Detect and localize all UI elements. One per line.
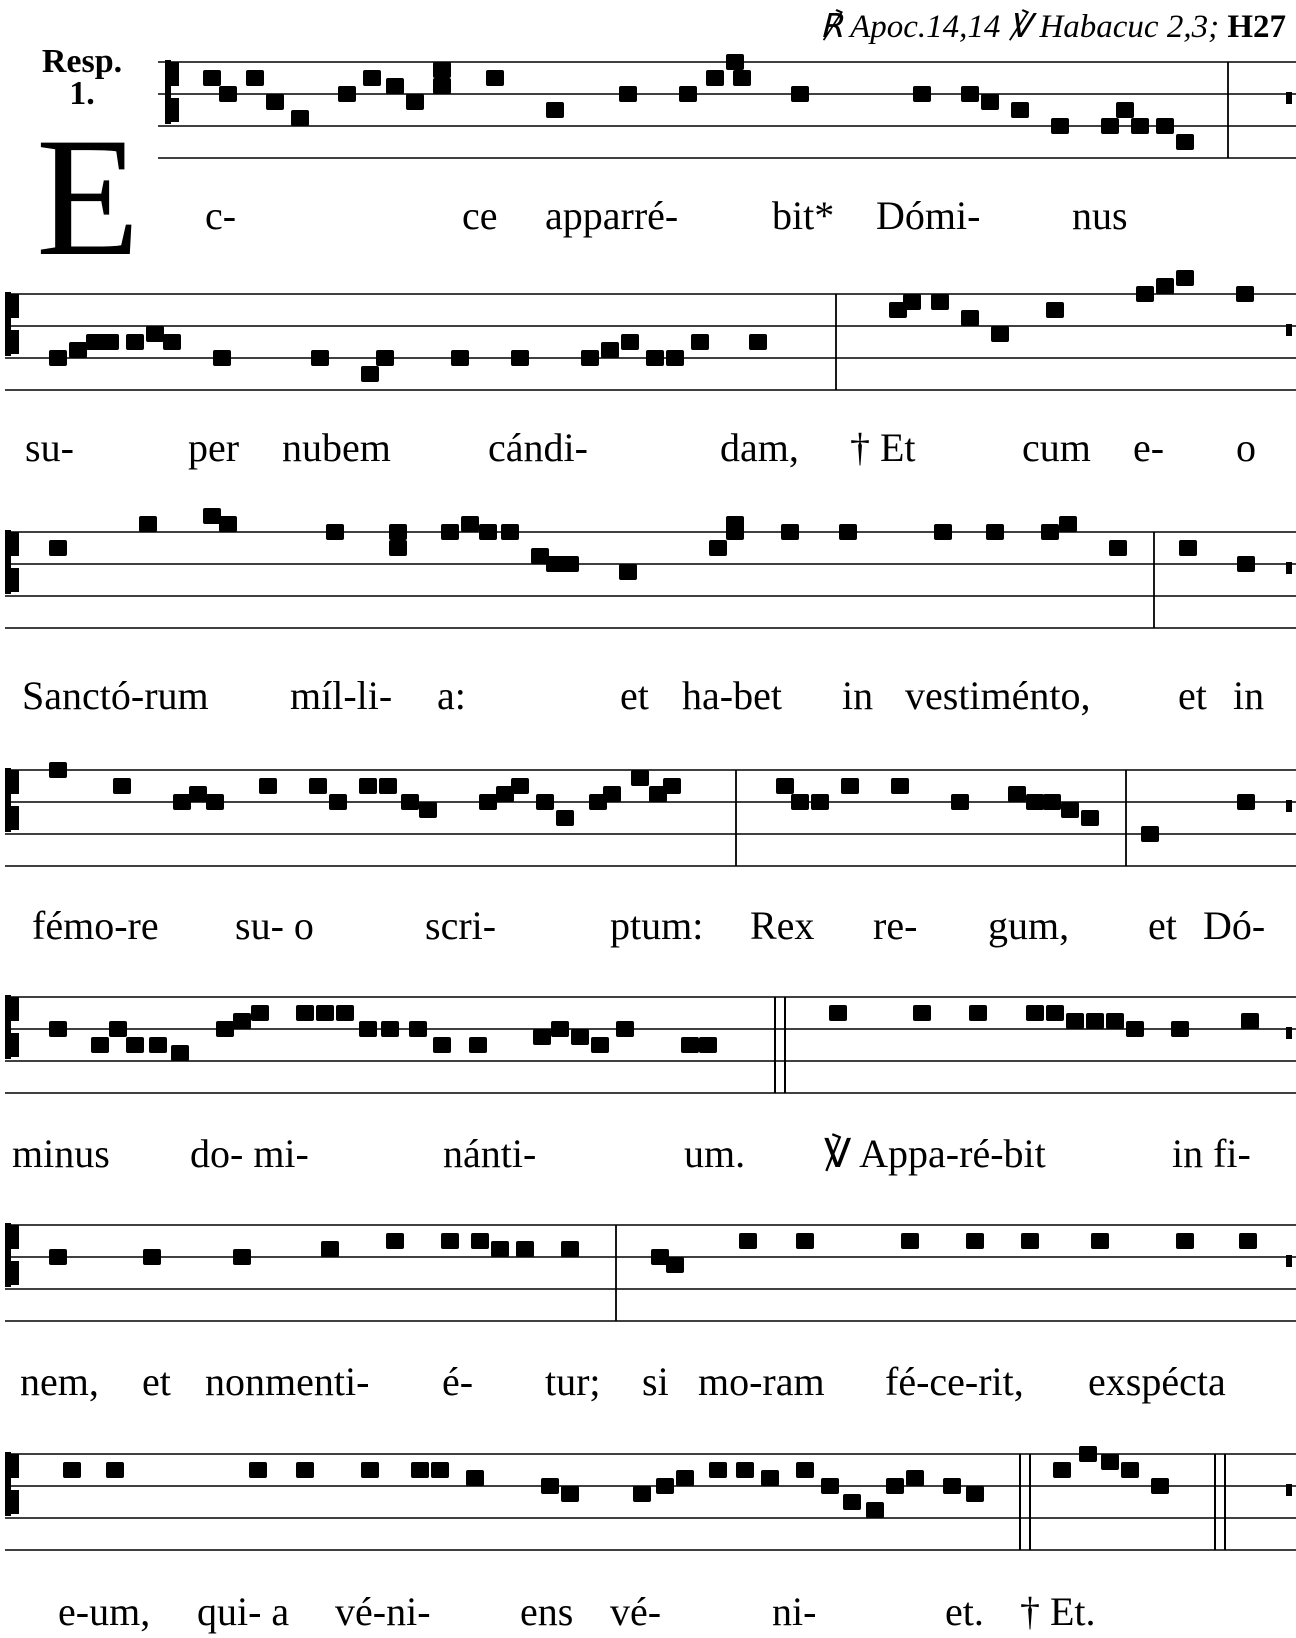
lyric-syllable: nonmenti- xyxy=(205,1359,370,1404)
neume-note xyxy=(49,1021,67,1037)
lyric-syllable: míl-li- xyxy=(290,673,393,718)
neume-note xyxy=(1176,1233,1194,1249)
lyric-syllable: Dómi- xyxy=(876,193,981,238)
neume-note xyxy=(581,350,599,366)
neume-note xyxy=(791,794,809,810)
neume-note xyxy=(1179,540,1197,556)
lyric-syllable: per xyxy=(188,425,240,470)
neume-note xyxy=(951,794,969,810)
neume-note xyxy=(511,778,529,794)
neume-note xyxy=(219,516,237,532)
neume-note xyxy=(411,1462,429,1478)
lyric-syllable: exspécta xyxy=(1088,1359,1226,1404)
neume-note xyxy=(49,762,67,778)
neume-note xyxy=(821,1478,839,1494)
staff xyxy=(0,264,1296,394)
neume-note xyxy=(1046,302,1064,318)
custos xyxy=(1286,1255,1292,1267)
lyric-syllable: vé- xyxy=(610,1589,662,1634)
custos xyxy=(1286,562,1292,574)
neume-note xyxy=(409,1021,427,1037)
neume-note xyxy=(386,1233,404,1249)
neume-note xyxy=(1066,1013,1084,1029)
neume-note xyxy=(1156,118,1174,134)
neume-note xyxy=(386,78,404,94)
neume-note xyxy=(663,778,681,794)
neume-note xyxy=(149,1037,167,1053)
custos xyxy=(1286,92,1292,104)
neume-note xyxy=(469,1037,487,1053)
neume-note xyxy=(49,540,67,556)
lyric-syllable: † Et xyxy=(850,425,916,470)
neume-note xyxy=(101,334,119,350)
lyric-line xyxy=(0,902,1296,950)
neume-note xyxy=(679,86,697,102)
neume-note xyxy=(1241,1013,1259,1029)
neume-note xyxy=(486,70,504,86)
lyric-line xyxy=(0,424,1296,472)
lyric-syllable: ha-bet xyxy=(682,673,782,718)
lyric-syllable: ℣ Appa-ré-bit xyxy=(824,1131,1046,1176)
lyric-syllable: nem, xyxy=(20,1359,99,1404)
lyric-syllable: do- mi- xyxy=(190,1131,309,1176)
neume-note xyxy=(913,86,931,102)
neume-note xyxy=(691,334,709,350)
neume-note xyxy=(171,1045,189,1061)
neume-note xyxy=(213,350,231,366)
lyric-syllable: mo-ram xyxy=(698,1359,825,1404)
neume-note xyxy=(359,778,377,794)
neume-note xyxy=(1121,1462,1139,1478)
neume-note xyxy=(359,1021,377,1037)
lyric-syllable: gum, xyxy=(988,903,1070,948)
neume-note xyxy=(969,1005,987,1021)
lyric-syllable: um. xyxy=(684,1131,746,1176)
neume-note xyxy=(441,524,459,540)
neume-note xyxy=(113,778,131,794)
mode-number: 1. xyxy=(69,75,95,112)
neume-note xyxy=(891,778,909,794)
neume-note xyxy=(901,1233,919,1249)
neume-note xyxy=(843,1494,861,1510)
neume-note xyxy=(49,350,67,366)
lyric-syllable: fémo-re xyxy=(32,903,159,948)
neume-note xyxy=(309,778,327,794)
lyric-syllable: scri- xyxy=(425,903,497,948)
clef-stem xyxy=(5,1223,11,1287)
lyric-line xyxy=(0,1130,1296,1178)
neume-note xyxy=(1101,1454,1119,1470)
neume-note xyxy=(1141,826,1159,842)
lyric-syllable: et xyxy=(1148,903,1177,948)
neume-note xyxy=(986,524,1004,540)
custos xyxy=(1286,1484,1292,1496)
lyric-line xyxy=(0,1588,1296,1636)
staff xyxy=(0,967,1296,1097)
neume-note xyxy=(706,70,724,86)
neume-note xyxy=(389,540,407,556)
neume-note xyxy=(681,1037,699,1053)
neume-note xyxy=(1176,134,1194,150)
neume-note xyxy=(886,1478,904,1494)
neume-note xyxy=(1026,794,1044,810)
neume-note xyxy=(296,1005,314,1021)
neume-note xyxy=(1008,786,1026,802)
neume-note xyxy=(1086,1013,1104,1029)
neume-note xyxy=(666,1257,684,1273)
staff xyxy=(0,32,1296,162)
neume-note xyxy=(363,70,381,86)
neume-note xyxy=(601,342,619,358)
lyric-line xyxy=(0,672,1296,720)
neume-note xyxy=(321,1241,339,1257)
clef-stem xyxy=(5,530,11,594)
neume-note xyxy=(491,1241,509,1257)
lyric-syllable: et xyxy=(1178,673,1207,718)
neume-note xyxy=(913,1005,931,1021)
neume-note xyxy=(1156,278,1174,294)
neume-note xyxy=(903,294,921,310)
neume-note xyxy=(126,334,144,350)
neume-note xyxy=(541,1478,559,1494)
neume-note xyxy=(216,1021,234,1037)
lyric-line xyxy=(0,1358,1296,1406)
lyric-syllable: nánti- xyxy=(443,1131,537,1176)
neume-note xyxy=(1171,1021,1189,1037)
clef-stem xyxy=(5,1452,11,1516)
catalog-code: H27 xyxy=(1227,9,1286,45)
neume-note xyxy=(266,94,284,110)
neume-note xyxy=(479,524,497,540)
neume-note xyxy=(109,1021,127,1037)
neume-note xyxy=(811,794,829,810)
lyric-syllable: vestiménto, xyxy=(905,673,1091,718)
staff xyxy=(0,502,1296,632)
neume-note xyxy=(1046,1005,1064,1021)
neume-note xyxy=(311,350,329,366)
lyric-syllable: e- xyxy=(1133,425,1165,470)
neume-note xyxy=(556,810,574,826)
lyric-syllable: nus xyxy=(1072,193,1128,238)
neume-note xyxy=(431,1462,449,1478)
lyric-syllable: a: xyxy=(437,673,466,718)
neume-note xyxy=(143,1249,161,1265)
neume-note xyxy=(419,802,437,818)
neume-note xyxy=(739,1233,757,1249)
neume-note xyxy=(516,1241,534,1257)
neume-note xyxy=(451,350,469,366)
neume-note xyxy=(203,508,221,524)
neume-note xyxy=(433,62,451,78)
neume-note xyxy=(1059,516,1077,532)
lyric-syllable: cum xyxy=(1022,425,1091,470)
neume-note xyxy=(646,350,664,366)
neume-note xyxy=(1081,810,1099,826)
neume-note xyxy=(981,94,999,110)
neume-note xyxy=(931,294,949,310)
custos xyxy=(1286,324,1292,336)
lyric-syllable: cándi- xyxy=(488,425,588,470)
neume-note xyxy=(246,70,264,86)
neume-note xyxy=(1109,540,1127,556)
neume-note xyxy=(829,1005,847,1021)
neume-note xyxy=(189,786,207,802)
neume-note xyxy=(546,102,564,118)
neume-note xyxy=(203,70,221,86)
clef-stem xyxy=(5,768,11,832)
neume-note xyxy=(139,516,157,532)
neume-note xyxy=(1053,1462,1071,1478)
neume-note xyxy=(656,1478,674,1494)
neume-note xyxy=(1116,102,1134,118)
source-text: ℟ Apoc.14,14 ℣ Habacuc 2,3; xyxy=(819,9,1220,45)
neume-note xyxy=(338,86,356,102)
neume-note xyxy=(1151,1478,1169,1494)
neume-note xyxy=(316,1005,334,1021)
neume-note xyxy=(781,524,799,540)
lyric-syllable: in xyxy=(842,673,874,718)
neume-note xyxy=(461,516,479,532)
neume-note xyxy=(591,1037,609,1053)
neume-note xyxy=(501,524,519,540)
neume-note xyxy=(666,350,684,366)
neume-note xyxy=(406,94,424,110)
lyric-syllable: é- xyxy=(442,1359,474,1404)
neume-note xyxy=(441,1233,459,1249)
neume-note xyxy=(1237,794,1255,810)
neume-note xyxy=(906,1470,924,1486)
neume-note xyxy=(63,1462,81,1478)
neume-note xyxy=(676,1470,694,1486)
neume-note xyxy=(291,110,309,126)
lyric-syllable: in fi- xyxy=(1172,1131,1251,1176)
neume-note xyxy=(761,1470,779,1486)
neume-note xyxy=(91,1037,109,1053)
neume-note xyxy=(839,524,857,540)
neume-note xyxy=(146,326,164,342)
neume-note xyxy=(259,778,277,794)
neume-note xyxy=(536,794,554,810)
lyric-syllable: qui- a xyxy=(197,1589,290,1634)
neume-note xyxy=(329,794,347,810)
staff xyxy=(0,1424,1296,1554)
neume-note xyxy=(561,1241,579,1257)
neume-note xyxy=(551,1021,569,1037)
neume-note xyxy=(619,564,637,580)
neume-note xyxy=(389,524,407,540)
lyric-syllable: Sanctó-rum xyxy=(22,673,209,718)
lyric-syllable: su- o xyxy=(235,903,314,948)
neume-note xyxy=(866,1502,884,1518)
neume-note xyxy=(1091,1233,1109,1249)
neume-note xyxy=(749,334,767,350)
clef-stem xyxy=(165,60,171,124)
neume-note xyxy=(173,794,191,810)
neume-note xyxy=(796,1233,814,1249)
neume-note xyxy=(709,540,727,556)
neume-note xyxy=(561,556,579,572)
lyric-syllable: nubem xyxy=(282,425,391,470)
neume-note xyxy=(966,1486,984,1502)
neume-note xyxy=(126,1037,144,1053)
neume-note xyxy=(631,770,649,786)
neume-note xyxy=(776,778,794,794)
lyric-syllable: Rex xyxy=(750,903,815,948)
neume-note xyxy=(233,1013,251,1029)
neume-note xyxy=(1101,118,1119,134)
lyric-syllable: † Et. xyxy=(1020,1589,1096,1634)
neume-note xyxy=(249,1462,267,1478)
neume-note xyxy=(1131,118,1149,134)
initial-letter: E xyxy=(36,103,140,291)
lyric-syllable: fé-ce-rit, xyxy=(885,1359,1024,1404)
neume-note xyxy=(511,350,529,366)
custos xyxy=(1286,800,1292,812)
neume-note xyxy=(1176,270,1194,286)
neume-note xyxy=(219,86,237,102)
lyric-line xyxy=(0,192,1296,240)
neume-note xyxy=(106,1462,124,1478)
lyric-syllable: et. xyxy=(945,1589,984,1634)
neume-note xyxy=(966,1233,984,1249)
neume-note xyxy=(1061,802,1079,818)
custos xyxy=(1286,1027,1292,1039)
neume-note xyxy=(961,310,979,326)
neume-note xyxy=(533,1029,551,1045)
neume-note xyxy=(1011,102,1029,118)
lyric-syllable: vé-ni- xyxy=(335,1589,431,1634)
lyric-syllable: bit* xyxy=(772,193,835,238)
neume-note xyxy=(616,1021,634,1037)
neume-note xyxy=(479,794,497,810)
lyric-syllable: su- xyxy=(25,425,74,470)
neume-note xyxy=(471,1233,489,1249)
neume-note xyxy=(991,326,1009,342)
neume-note xyxy=(361,366,379,382)
lyric-syllable: dam, xyxy=(720,425,799,470)
clef-stem xyxy=(5,292,11,356)
neume-note xyxy=(1126,1021,1144,1037)
lyric-syllable: ce xyxy=(462,193,498,238)
neume-note xyxy=(361,1462,379,1478)
neume-note xyxy=(1236,286,1254,302)
neume-note xyxy=(961,86,979,102)
neume-note xyxy=(791,86,809,102)
neume-note xyxy=(733,70,751,86)
neume-note xyxy=(1041,524,1059,540)
clef-stem xyxy=(5,995,11,1059)
neume-note xyxy=(1051,118,1069,134)
neume-note xyxy=(381,1021,399,1037)
lyric-syllable: ens xyxy=(520,1589,574,1634)
staff xyxy=(0,1195,1296,1325)
neume-note xyxy=(376,350,394,366)
genre-text: Resp. xyxy=(41,43,123,80)
neume-note xyxy=(841,778,859,794)
neume-note xyxy=(1239,1233,1257,1249)
neume-note xyxy=(1106,1013,1124,1029)
lyric-syllable: re- xyxy=(873,903,918,948)
neume-note xyxy=(326,524,344,540)
neume-note xyxy=(621,334,639,350)
lyric-syllable: apparré- xyxy=(545,193,679,238)
neume-note xyxy=(934,524,952,540)
neume-note xyxy=(603,786,621,802)
lyric-syllable: et xyxy=(142,1359,171,1404)
neume-note xyxy=(633,1486,651,1502)
staff xyxy=(0,740,1296,870)
neume-note xyxy=(69,342,87,358)
neume-note xyxy=(466,1470,484,1486)
lyric-syllable: o xyxy=(1236,425,1256,470)
lyric-syllable: Dó- xyxy=(1203,903,1266,948)
lyric-syllable: c- xyxy=(205,193,237,238)
neume-note xyxy=(571,1029,589,1045)
neume-note xyxy=(163,334,181,350)
neume-note xyxy=(433,78,451,94)
neume-note xyxy=(251,1005,269,1021)
neume-note xyxy=(206,794,224,810)
neume-note xyxy=(619,86,637,102)
lyric-syllable: tur; xyxy=(545,1359,601,1404)
lyric-syllable: et xyxy=(620,673,649,718)
neume-note xyxy=(1043,794,1061,810)
neume-note xyxy=(1026,1005,1044,1021)
neume-note xyxy=(1021,1233,1039,1249)
neume-note xyxy=(433,1037,451,1053)
neume-note xyxy=(1136,286,1154,302)
neume-note xyxy=(233,1249,251,1265)
neume-note xyxy=(336,1005,354,1021)
neume-note xyxy=(709,1462,727,1478)
neume-note xyxy=(49,1249,67,1265)
neume-note xyxy=(796,1462,814,1478)
neume-note xyxy=(699,1037,717,1053)
neume-note xyxy=(943,1478,961,1494)
lyric-syllable: in xyxy=(1233,673,1265,718)
lyric-syllable: minus xyxy=(12,1131,110,1176)
lyric-syllable: e-um, xyxy=(58,1589,151,1634)
neume-note xyxy=(726,516,744,532)
neume-note xyxy=(726,54,744,70)
neume-note xyxy=(736,1462,754,1478)
neume-note xyxy=(1237,556,1255,572)
lyric-syllable: ni- xyxy=(772,1589,817,1634)
neume-note xyxy=(1079,1446,1097,1462)
lyric-syllable: ptum: xyxy=(610,903,704,948)
neume-note xyxy=(296,1462,314,1478)
neume-note xyxy=(401,794,419,810)
neume-note xyxy=(379,778,397,794)
neume-note xyxy=(561,1486,579,1502)
lyric-syllable: si xyxy=(642,1359,669,1404)
